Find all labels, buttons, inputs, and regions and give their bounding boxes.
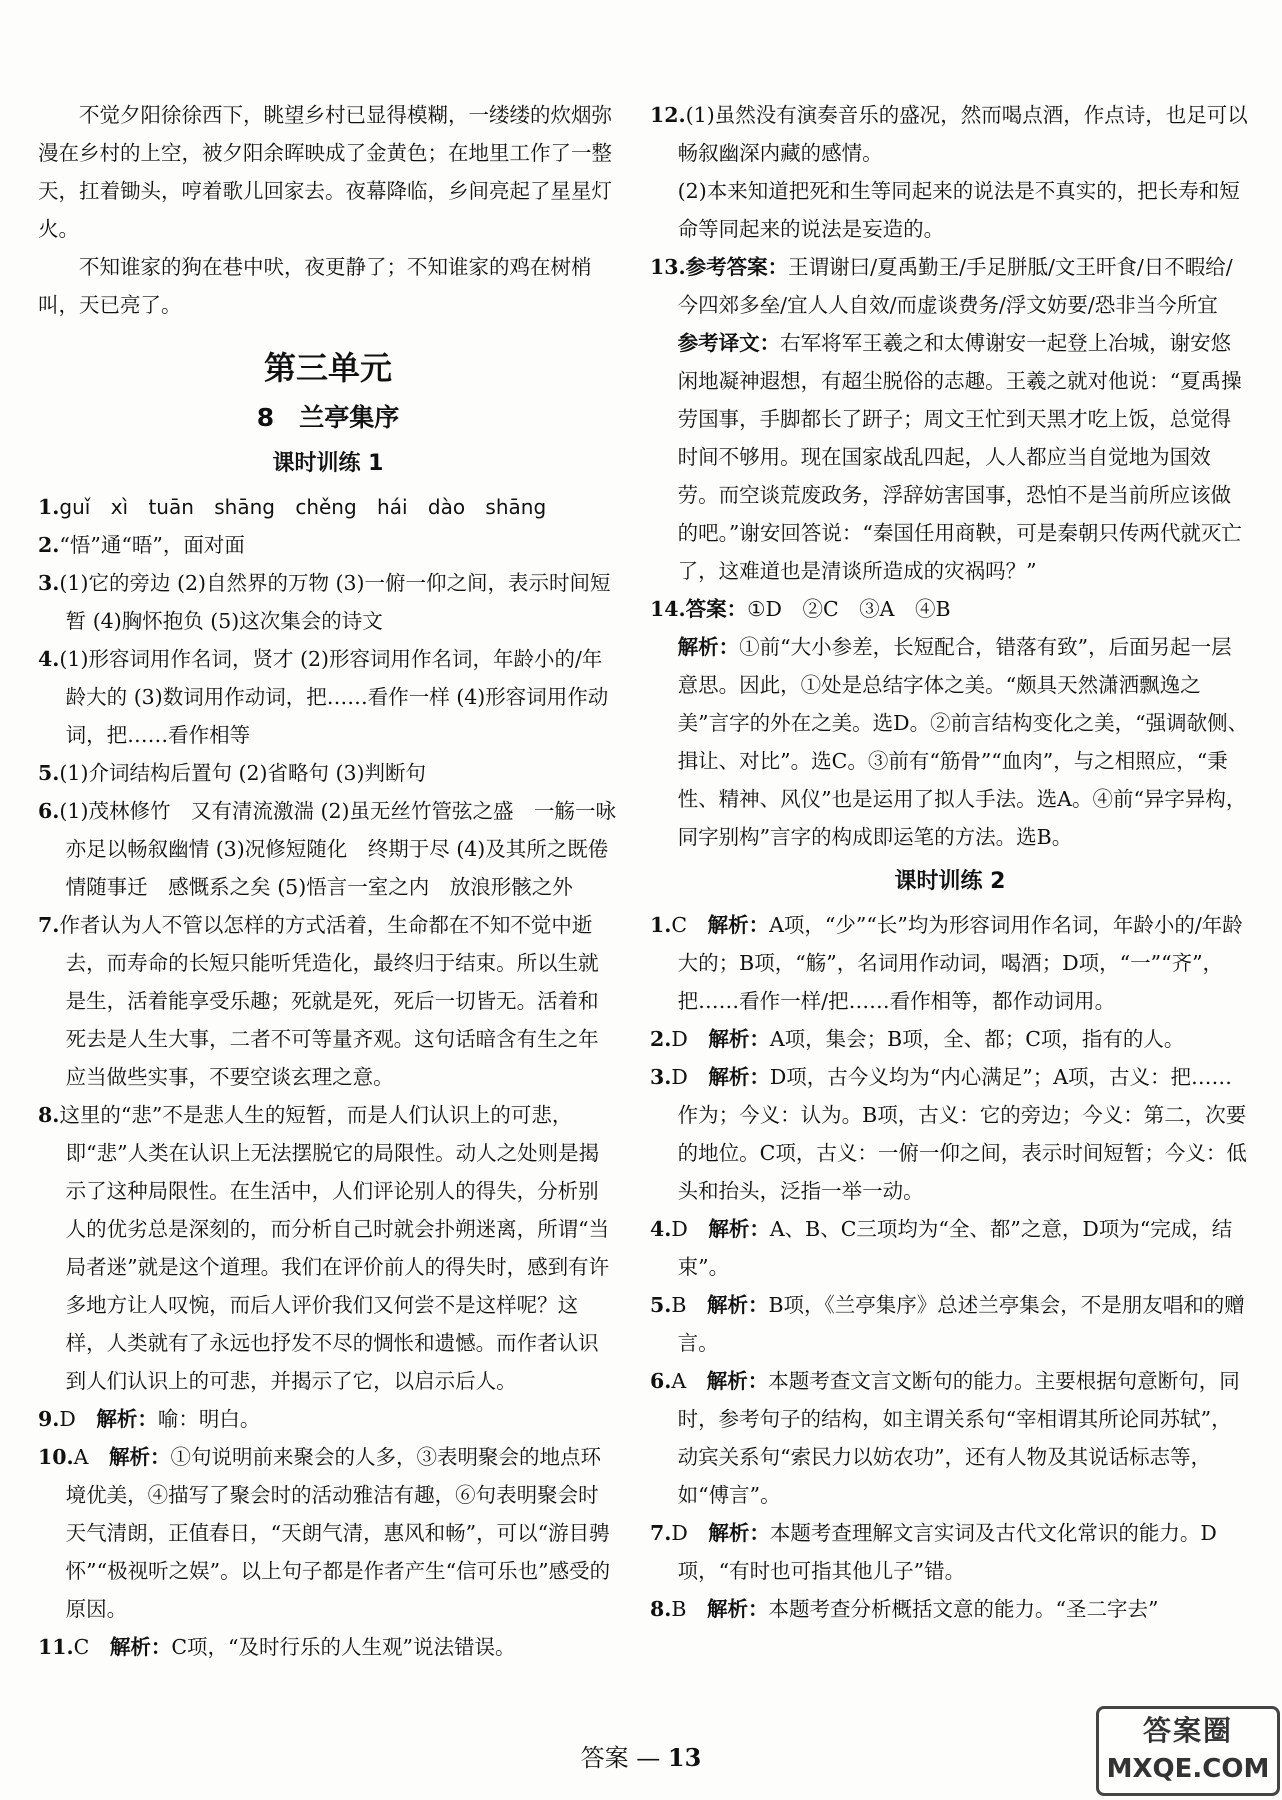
item-number: 6. (38, 799, 60, 823)
item-text: 本题考查文言文断句的能力。主要根据句意断句，同时，参考句子的结构，如主谓关系句“宰相谓其所论同苏轼”，动宾关系句“索民力以妨农功”，还有人物及其说话标志等，如“傅言”。 (677, 1369, 1240, 1507)
answer-item (38, 526, 618, 564)
analysis-label: 解析： (708, 1217, 770, 1241)
item-subparagraph (650, 628, 1250, 856)
analysis-label: 解析： (109, 1635, 172, 1659)
page-footer (0, 1738, 1282, 1773)
item-number: 2. (650, 1027, 672, 1051)
answer-label: 参考答案： (685, 255, 789, 279)
item-text: A、B、C三项均为“全、都”之意，D项为“完成，结束”。 (677, 1217, 1233, 1279)
answer-item (650, 590, 1250, 628)
answer-label: 答案： (685, 597, 748, 621)
item-text: 王谓谢曰/夏禹勤王/手足胼胝/文王旰食/日不暇给/今四郊多垒/宜人人自效/而虚谈费务/浮文妨要/恐非当今所宜 (677, 255, 1233, 317)
section-title: 课时训练 2 (894, 869, 1006, 894)
analysis-label: 解析： (708, 1027, 770, 1051)
poem-paragraph: 不知谁家的狗在巷中吠，夜更静了；不知谁家的鸡在树梢叫，天已亮了。 (38, 255, 592, 317)
item-text: (1)介词结构后置句 (2)省略句 (3)判断句 (59, 761, 427, 785)
left-column (38, 96, 637, 1666)
item-number: 2. (38, 533, 60, 557)
answer-item (38, 1400, 618, 1438)
item-number: 10. (38, 1445, 74, 1469)
analysis-label: 解析： (108, 1445, 171, 1469)
item-text: 喻：明白。 (157, 1407, 261, 1431)
item-number: 5. (650, 1293, 672, 1317)
answer-item (650, 248, 1250, 324)
analysis-label: 解析： (706, 1293, 769, 1317)
analysis-label: 解析： (677, 635, 740, 659)
item-text: (1)它的旁边 (2)自然界的万物 (3)一俯一仰之间，表示时间短暂 (4)胸怀抱负 (5)这次集会的诗文 (59, 571, 611, 633)
item-number: 11. (38, 1635, 74, 1659)
item-answer: D (671, 1521, 688, 1545)
item-number: 6. (650, 1369, 672, 1393)
item-number: 7. (650, 1521, 672, 1545)
right-column (650, 96, 1250, 1628)
translation-label: 参考译文： (677, 331, 781, 355)
item-text: C项，“及时行乐的人生观”说法错误。 (171, 1635, 516, 1659)
item-number: 13. (650, 255, 686, 279)
analysis-label: 解析： (706, 1369, 769, 1393)
item-number: 14. (650, 597, 686, 621)
poem-paragraph: 不觉夕阳徐徐西下，眺望乡村已显得模糊，一缕缕的炊烟弥漫在乡村的上空，被夕阳余晖映成了金黄色；在地里工作了一整天，扛着锄头，哼着歌儿回家去。夜幕降临，乡间亮起了星星灯火。 (38, 103, 612, 241)
answer-item (38, 1438, 618, 1628)
item-subparagraph: (2)本来知道把死和生等同起来的说法是不真实的，把长寿和短命等同起来的说法是妄造的。 (677, 179, 1240, 241)
translation-text: 右军将军王羲之和太傅谢安一起登上冶城，谢安悠闲地凝神遐想，有超尘脱俗的志趣。王羲之就对他说：“夏禹操劳国事，手脚都长了趼子；周文王忙到天黑才吃上饭，总觉得时间不够用。现在国家战乱四起，人人都应当自觉地为国效劳。而空谈荒废政务，浮辞妨害国事，恐怕不是当前所应该做的吧。”谢安回答说：“秦国任用商鞅，可是秦朝只传两代就灭亡了，这难道也是清谈所造成的灾祸吗？” (677, 331, 1242, 583)
answer-item (38, 792, 637, 906)
answer-item (38, 564, 618, 640)
item-answer: B (671, 1597, 687, 1621)
watermark-bottom-text: MXQE.COM (1106, 1754, 1270, 1784)
footer-label: 答案 — (580, 1744, 668, 1772)
answer-item (38, 906, 618, 1096)
answer-item (650, 1362, 1250, 1514)
unit-title: 第三单元 (263, 349, 392, 387)
item-text: 本题考查理解文言实词及古代文化常识的能力。D项，“有时也可指其他儿子”错。 (677, 1521, 1217, 1583)
answer-item (650, 906, 1250, 1020)
item-subparagraph (650, 324, 1250, 590)
item-number: 4. (38, 647, 60, 671)
item-number: 3. (38, 571, 60, 595)
answer-item (650, 1590, 1250, 1628)
item-text: 作者认为人不管以怎样的方式活着，生命都在不知不觉中逝去，而寿命的长短只能听凭造化，最终归于结束。所以生就是生，活着能享受乐趣；死就是死，死后一切皆无。活着和死去是人生大事，二者不可等量齐观。这句话暗含有生之年应当做些实事，不要空谈玄理之意。 (59, 913, 599, 1089)
item-number: 8. (38, 1103, 60, 1127)
item-answer: B (671, 1293, 687, 1317)
item-text: 本题考查分析概括文意的能力。“圣二字去” (768, 1597, 1159, 1621)
analysis-text: ①前“大小参差，长短配合，错落有致”，后面另起一层意思。因此，①处是总结字体之美。“颇具天然潇洒飘逸之美”言字的外在之美。选D。②前言结构变化之美，“强调欹侧、揖让、对比”。选C。③前有“筋骨”“血肉”，与之相照应，“秉性、精神、风仪”也是运用了拟人手法。选A。④前“异字异构，同字别构”言字的构成即运笔的方法。选B。 (677, 635, 1249, 849)
item-number: 3. (650, 1065, 672, 1089)
analysis-label: 解析： (706, 1597, 769, 1621)
answer-item (38, 1628, 618, 1666)
analysis-label: 解析： (708, 1065, 770, 1089)
item-number: 12. (650, 103, 686, 127)
answer-item (650, 96, 1250, 172)
item-text: “悟”通“晤”，面对面 (59, 533, 245, 557)
page-number: 13 (667, 1743, 702, 1772)
item-text: ①D ②C ③A ④B (747, 597, 951, 621)
analysis-label: 解析： (708, 1521, 770, 1545)
item-text: (1)茂林修竹 又有清流激湍 (2)虽无丝竹管弦之盛 一觞一咏 亦足以畅叙幽情 (3)况修短随化 终期于尽 (4)及其所之既倦 情随事迁 感慨系之矣 (5)悟言一室之内 放浪形骸之外 (59, 799, 637, 899)
answer-item (38, 1096, 618, 1400)
item-text: A项，“少”“长”均为形容词用作名词，年龄小的/年龄大的；B项，“觞”，名词用作动词，喝酒；D项，“一”“齐”，把……看作一样/把……看作相等，都作动词用。 (677, 913, 1243, 1013)
watermark-top-text: 答案圈 (1142, 1714, 1233, 1747)
item-number: 7. (38, 913, 60, 937)
item-answer: D (671, 1217, 688, 1241)
item-text: ①句说明前来聚会的人多，③表明聚会的地点环境优美，④描写了聚会时的活动雅洁有趣，⑥句表明聚会时天气清朗，正值春日，“天朗气清，惠风和畅”，可以“游目骋怀”“极视听之娱”。以上句子都是作者产生“信可乐也”感受的原因。 (65, 1445, 611, 1621)
item-answer: A (73, 1445, 89, 1469)
answer-item (38, 640, 618, 754)
item-answer: D (59, 1407, 76, 1431)
item-text: 这里的“悲”不是悲人生的短暂，而是人们认识上的可悲，即“悲”人类在认识上无法摆脱它的局限性。动人之处则是揭示了这种局限性。在生活中，人们评论别人的得失，分析别人的优劣总是深刻的，而分析自己时就会扑朔迷离，所谓“当局者迷”就是这个道理。我们在评价前人的得失时，感到有许多地方让人叹惋，而后人评价我们又何尝不是这样呢？这样，人类就有了永远也抒发不尽的惆怅和遗憾。而作者认识到人们认识上的可悲，并揭示了它，以启示后人。 (59, 1103, 610, 1393)
item-number: 1. (650, 913, 672, 937)
analysis-label: 解析： (707, 913, 770, 937)
answer-item (650, 1286, 1250, 1362)
item-number: 5. (38, 761, 60, 785)
item-text: A项，集会；B项，全、都；C项，指有的人。 (769, 1027, 1185, 1051)
analysis-label: 解析： (96, 1407, 158, 1431)
answer-item (650, 1020, 1250, 1058)
item-answer: D (671, 1065, 688, 1089)
section-title: 课时训练 1 (272, 451, 384, 476)
item-answer: D (671, 1027, 688, 1051)
item-answer: A (671, 1369, 687, 1393)
item-number: 9. (38, 1407, 60, 1431)
answer-item (650, 1058, 1250, 1210)
item-number: 1. (38, 495, 60, 519)
site-watermark-logo (1096, 1706, 1280, 1796)
item-number: 4. (650, 1217, 672, 1241)
item-text: guǐ xì tuān shāng chěng hái dào shāng (59, 495, 547, 519)
item-text: D项，古今义均为“内心满足”；A项，古义：把……作为；今义：认为。B项，古义：它的旁边；今义：第二，次要的地位。C项，古义：一俯一仰之间，表示时间短暂；今义：低头和抬头，泛指一举一动。 (677, 1065, 1247, 1203)
answer-item (38, 488, 618, 526)
item-text: B项，《兰亭集序》总述兰亭集会，不是朋友唱和的赠言。 (677, 1293, 1245, 1355)
item-answer: C (671, 913, 688, 937)
answer-item (38, 754, 618, 792)
item-number: 8. (650, 1597, 672, 1621)
item-answer: C (73, 1635, 90, 1659)
answer-item (650, 1514, 1250, 1590)
item-text: (1)形容词用作名词，贤才 (2)形容词用作名词，年龄小的/年龄大的 (3)数词用作动词，把……看作一样 (4)形容词用作动词，把……看作相等 (59, 647, 609, 747)
item-text: (1)虽然没有演奏音乐的盛况，然而喝点酒，作点诗，也足可以畅叙幽深内藏的感情。 (677, 103, 1248, 165)
answer-item (650, 1210, 1250, 1286)
lesson-title: 8 兰亭集序 (256, 403, 400, 432)
